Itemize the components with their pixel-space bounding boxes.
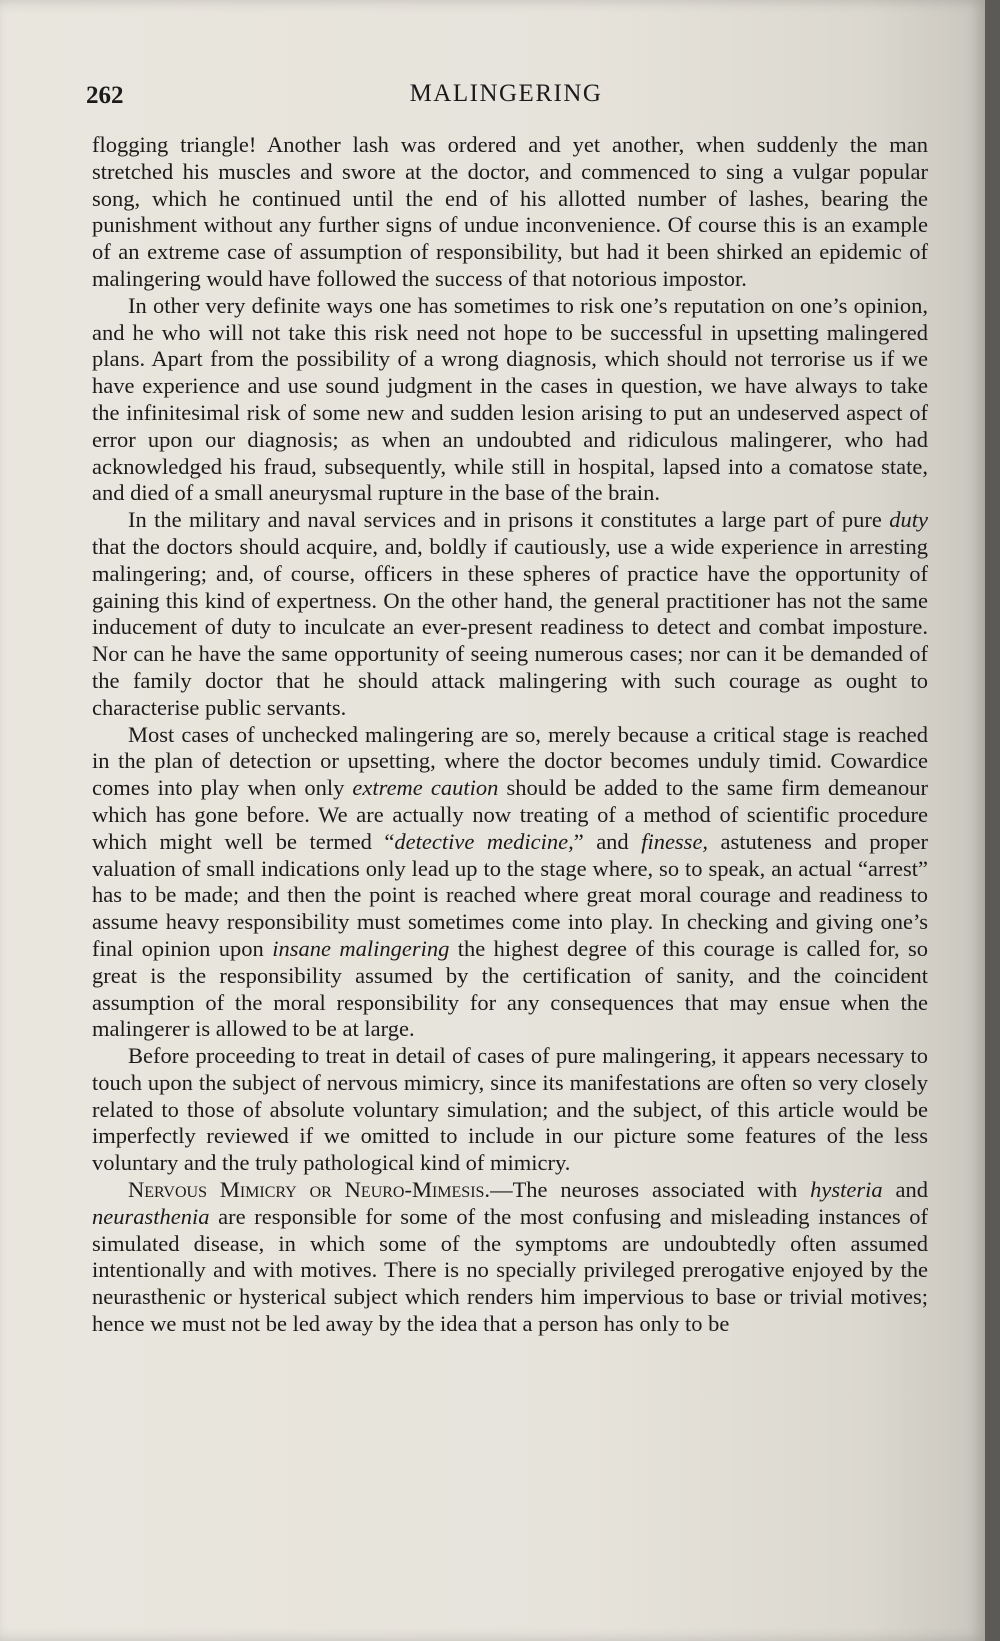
paragraph-3 bbox=[92, 507, 928, 721]
paragraph-4-text-i: the highest degree of this courage is called for, so great is the responsibility assumed by the certification of sanity, and the coincident assumption of the moral responsibility for any consequences that may ensue when the malingerer is allowed to be at large. bbox=[92, 935, 928, 1042]
emphasis-duty: duty bbox=[889, 507, 928, 533]
page-number: 262 bbox=[86, 82, 124, 109]
paragraph-5: Before proceeding to treat in detail of cases of pure malingering, it appears necessary to touch upon the subject of nervous mimicry, since its manifestations are often so very closely related to those of absolute voluntary simulation; and the subject, of this article would be imperfectly reviewed if we omitted to include in our picture some features of the less voluntary and the truly pathological kind of mimicry. bbox=[92, 1043, 928, 1176]
section-heading: Nervous Mimicry or Neuro-Mimesis. bbox=[128, 1177, 491, 1203]
paragraph-3-text-a: In the military and naval services and in prisons it constitutes a large part of pure bbox=[128, 507, 890, 533]
paragraph-4-text-a: Most cases of unchecked malingering are so, merely because a critical stage is reached in the plan of detection or upsetting, where the doctor becomes unduly timid. Cowardice comes into play when only bbox=[92, 721, 928, 801]
paragraph-4-text-e: ” and bbox=[573, 828, 642, 854]
page-header bbox=[86, 78, 926, 118]
emphasis-insane-malingering: insane malingering bbox=[272, 935, 450, 961]
paragraph-4-text-g: astuteness and proper valuation of small indications only lead up to the stage where, so to speak, an actual “arrest” has to be made; and then the point is reached where great moral courage and readiness to assume heavy responsibility must sometimes come into play. In checking and giving one’s final opinion upon bbox=[92, 828, 928, 961]
running-head: MALINGERING bbox=[409, 80, 603, 107]
paragraph-3-text-c: that the doctors should acquire, and, boldly if cautiously, use a wide experience in arresting malingering; and, of course, officers in these spheres of practice have the opportunity of gaining this kind of expertness. On the other hand, the general practitioner has not the same inducement of duty to inculcate an ever-present readiness to detect and combat imposture. Nor can he have the same opportunity of seeing numerous cases; nor can it be demanded of the family doctor that he should attack malingering with such courage as ought to characterise public servants. bbox=[92, 533, 928, 720]
emphasis-detective-medicine: detective medicine, bbox=[394, 828, 574, 854]
paragraph-6 bbox=[92, 1177, 928, 1338]
paragraph-4 bbox=[92, 722, 928, 1044]
paragraph-4-text-c: should be added to the same firm demeanour which has gone before. We are actually now treating of a method of scientific procedure which might well be termed “ bbox=[92, 775, 928, 854]
paragraph-6-text-a: —The neuroses associated with bbox=[490, 1177, 811, 1203]
paragraph-6-text-e: are responsible for some of the most confusing and misleading instances of simulated disease, in which some of the symptoms are undoubtedly often assumed intentionally and with motives. There is no specially privileged prerogative enjoyed by the neurasthenic or hysterical subject which renders him impervious to base or trivial motives; hence we must not be led away by the idea that a person has only to be bbox=[92, 1203, 928, 1337]
paragraph-6-text-c: and bbox=[882, 1177, 928, 1203]
body-text bbox=[92, 132, 928, 1338]
emphasis-hysteria: hysteria bbox=[810, 1177, 883, 1203]
emphasis-extreme-caution: extreme caution bbox=[352, 775, 499, 801]
emphasis-finesse: finesse, bbox=[641, 828, 709, 854]
paragraph-1: flogging triangle! Another lash was ordered and yet another, when suddenly the man stretched his muscles and swore at the doctor, and commenced to sing a vulgar popular song, which he continued until the end of his allotted number of lashes, bearing the punishment without any further signs of undue inconvenience. Of course this is an example of an extreme case of assumption of responsibility, but had it been shirked an epidemic of malingering would have followed the success of that notorious impostor. bbox=[92, 132, 928, 291]
emphasis-neurasthenia: neurasthenia bbox=[92, 1203, 210, 1229]
paragraph-2: In other very definite ways one has sometimes to risk one’s reputation on one’s opinion, and he who will not take this risk need not hope to be successful in upsetting malingered plans. Apart from the possibility of a wrong diagnosis, which should not terrorise us if we have experience and use sound judgment in the cases in question, we have always to take the infinitesimal risk of some new and sudden lesion arising to put an undeserved aspect of error upon our diagnosis; as when an undoubted and ridiculous malingerer, who had acknowledged his fraud, subsequently, while still in hospital, lapsed into a comatose state, and died of a small aneurysmal rupture in the base of the brain. bbox=[92, 292, 928, 506]
